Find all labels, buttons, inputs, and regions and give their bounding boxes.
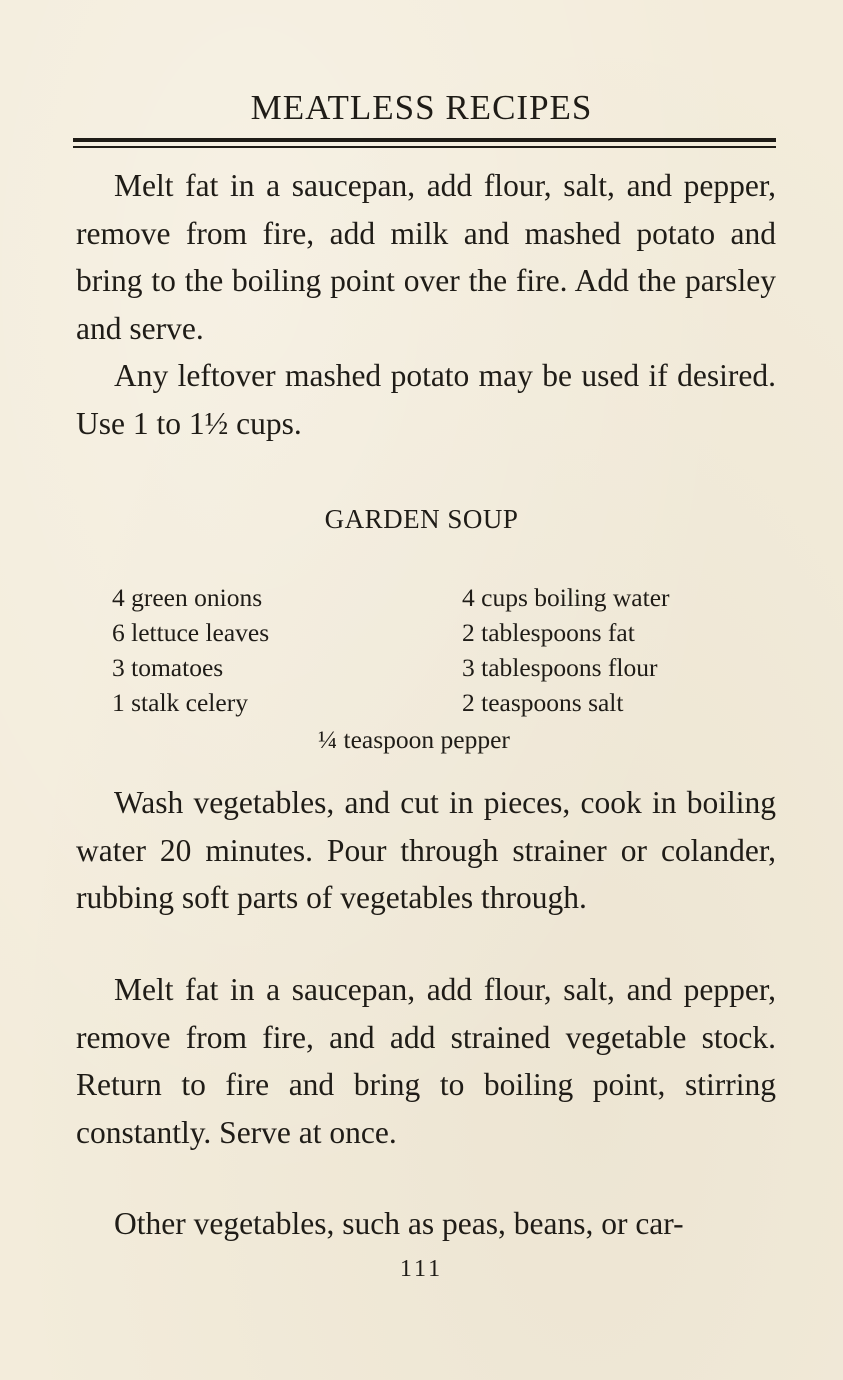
- ingredient-item: 2 tablespoons fat: [462, 618, 635, 647]
- paragraph-2: [76, 352, 776, 447]
- paragraph-1: [76, 162, 776, 352]
- recipe-title: GARDEN SOUP: [324, 504, 519, 534]
- ingredient-item: 4 cups boiling water: [462, 583, 670, 612]
- paragraph-4: [76, 966, 776, 1156]
- paragraph-3-text: Wash vegetables, and cut in pieces, cook in boiling water 20 minutes. Pour through strainer or colander, rubbing soft parts of vegetables through.: [76, 785, 776, 915]
- running-head: MEATLESS RECIPES: [250, 88, 593, 127]
- ingredient-item: 1 stalk celery: [112, 688, 248, 717]
- page-number: 111: [399, 1256, 444, 1282]
- ingredient-item: 6 lettuce leaves: [112, 618, 270, 647]
- paragraph-5-text: Other vegetables, such as peas, beans, or car-: [114, 1206, 684, 1241]
- ingredient-item: 3 tablespoons flour: [462, 653, 658, 682]
- paragraph-2-text: Any leftover mashed potato may be used if desired. Use 1 to 1½ cups.: [76, 358, 776, 441]
- paragraph-1-text: Melt fat in a saucepan, add flour, salt, and pepper, remove from fire, add milk and mashed potato and bring to the boiling point over the fire. Add the parsley and serve.: [76, 168, 776, 346]
- paragraph-4-text: Melt fat in a saucepan, add flour, salt, and pepper, remove from fire, and add strained vegetable stock. Return to fire and bring to boiling point, stirring constantly. Serve at once.: [76, 972, 776, 1150]
- header-rule-thin: [73, 146, 776, 148]
- ingredient-item: 4 green onions: [112, 583, 263, 612]
- ingredient-item-centered: ¼ teaspoon pepper: [318, 725, 510, 754]
- paragraph-3: [76, 779, 776, 922]
- ingredient-item: 2 teaspoons salt: [462, 688, 624, 717]
- ingredient-item: 3 tomatoes: [112, 653, 224, 682]
- paragraph-5: [76, 1200, 776, 1248]
- header-rule-thick: [73, 138, 776, 142]
